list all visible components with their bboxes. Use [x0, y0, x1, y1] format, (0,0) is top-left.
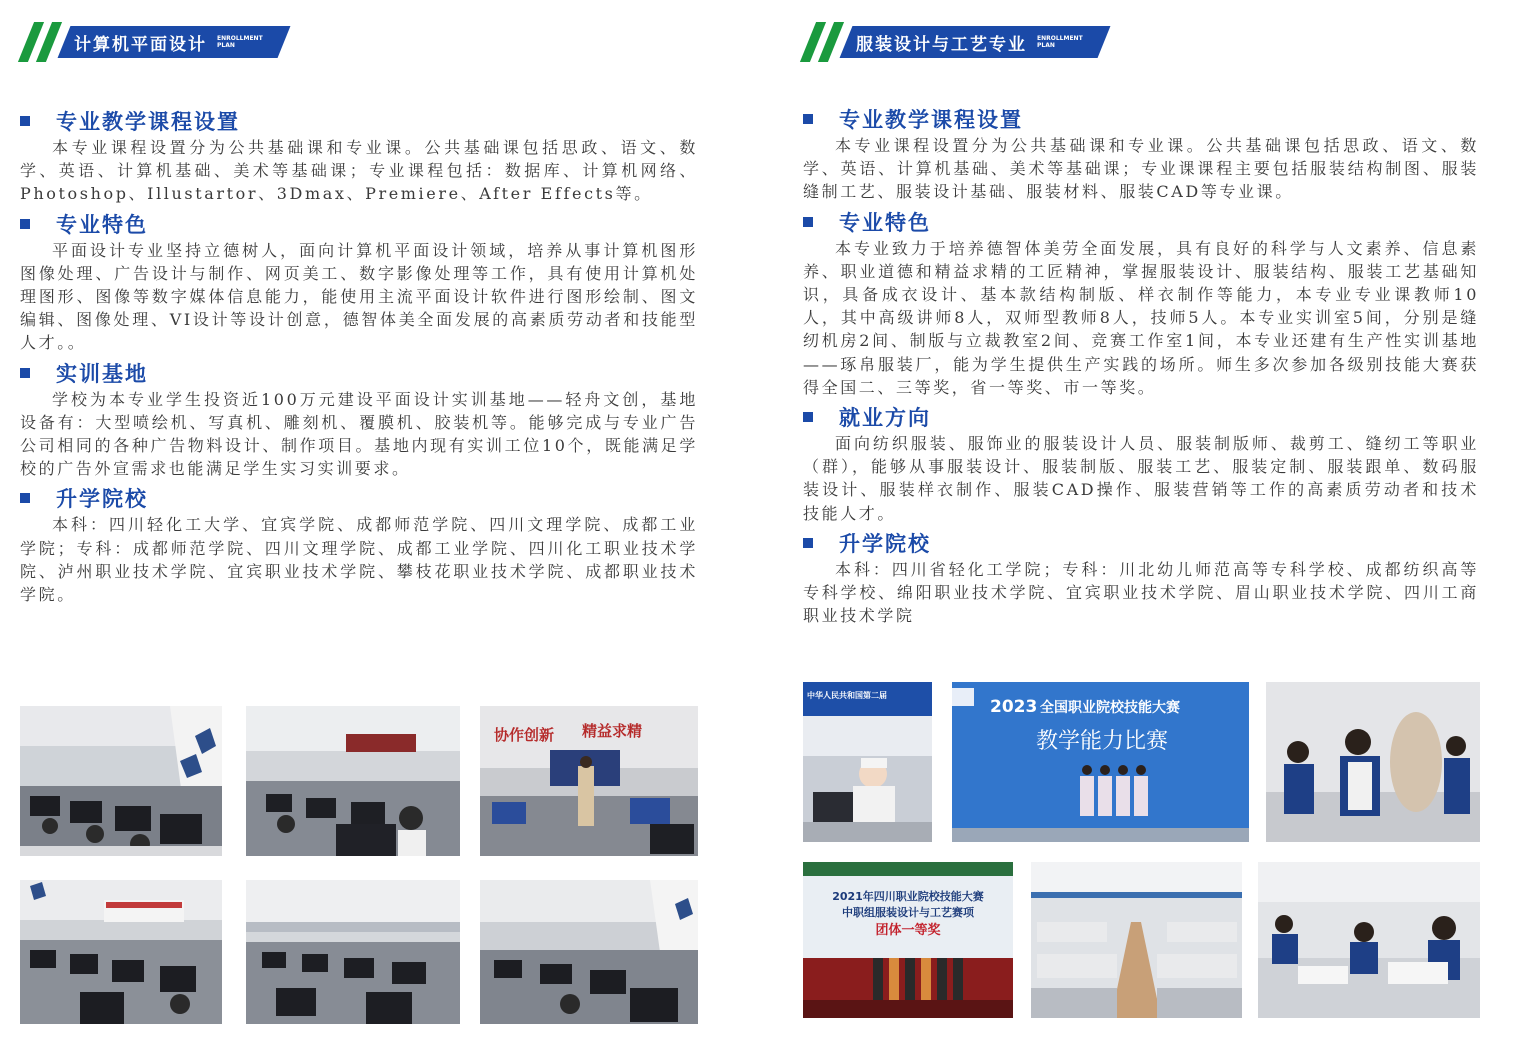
- right-text-column: [803, 104, 1479, 630]
- bullet-square-icon: [803, 538, 813, 548]
- section-body: 本专业课程设置分为公共基础课和专业课。公共基础课包括思政、语文、数学、英语、计算机基础、美术等基础课；专业课程包括：数据库、计算机网络、Photoshop、Illustartor、3Dmax、Premiere、After Effects等。: [20, 138, 698, 204]
- bullet-square-icon: [20, 219, 30, 229]
- bullet-square-icon: [803, 217, 813, 227]
- left-section-features: [20, 209, 698, 355]
- bullet-square-icon: [20, 116, 30, 126]
- right-banner-en: ENROLLMENT PLAN: [1037, 35, 1083, 49]
- left-banner-en: ENROLLMENT PLAN: [217, 35, 263, 49]
- right-section-courses: [803, 104, 1479, 204]
- photo-computer-lab-4: [20, 880, 222, 1024]
- right-section-colleges: [803, 528, 1479, 628]
- photo-contest-subtitle: 教学能力比赛: [1036, 729, 1169, 754]
- photo-competition-text: 中华人民共和国第二届: [807, 691, 887, 700]
- right-section-features: [803, 207, 1479, 399]
- photo-computer-lab-6: [480, 880, 698, 1024]
- section-heading: 升学院校: [56, 487, 148, 512]
- section-heading: 就业方向: [839, 406, 931, 431]
- section-body: 面向纺织服装、服饰业的服装设计人员、服装制版师、裁剪工、缝纫工等职业（群），能够从事服装设计、服装制版、服装工艺、服装定制、服装跟单、数码服装设计、服装样衣制作、服装CAD操作、服装营销等工作的高素质劳动者和技术技能人才。: [803, 434, 1479, 523]
- photo-award-line2: 中职组服装设计与工艺赛项: [842, 906, 974, 919]
- photo-banner-text-2: 精益求精: [582, 722, 643, 740]
- photo-award-line3: 团体一等奖: [875, 923, 941, 938]
- photo-award-ceremony: [803, 862, 1013, 1018]
- photo-teaching-ability-contest: [952, 682, 1249, 842]
- photo-contest-year: 2023: [990, 697, 1038, 717]
- left-banner-title: 计算机平面设计: [74, 34, 207, 55]
- photo-computer-lab-1: [20, 706, 222, 856]
- photo-competition-booth: [803, 682, 932, 842]
- bullet-square-icon: [803, 412, 813, 422]
- section-heading: 专业特色: [839, 210, 931, 235]
- photo-banner-text-1: 协作创新: [494, 726, 555, 744]
- left-section-training-base: [20, 358, 698, 481]
- right-section-employment: [803, 402, 1479, 525]
- section-heading: 专业教学课程设置: [56, 110, 240, 134]
- section-body: 平面设计专业坚持立德树人，面向计算机平面设计领域，培养从事计算机图形图像处理、广告设计与制作、网页美工、数字影像处理等工作，具有使用计算机处理图形、图像等数字媒体信息能力，能使用主流平面设计软件进行图形绘制、图文编辑、图像处理、VI设计等设计创意，德智体美全面发展的高素质劳动者和技能型人才。。: [20, 240, 698, 353]
- left-section-colleges: [20, 483, 698, 606]
- right-banner-title: 服装设计与工艺专业: [856, 34, 1027, 55]
- bullet-square-icon: [20, 493, 30, 503]
- left-section-courses: [20, 106, 698, 206]
- bullet-square-icon: [803, 114, 813, 124]
- section-heading: 实训基地: [56, 361, 148, 386]
- bullet-square-icon: [20, 368, 30, 378]
- photo-computer-lab-3: [480, 706, 698, 856]
- section-body: 学校为本专业学生投资近100万元建设平面设计实训基地——轻舟文创，基地设备有：大型喷绘机、写真机、雕刻机、覆膜机、胶装机等。能够完成与专业广告公司相同的各种广告物料设计、制作项目。基地内现有实训工位10个，既能满足学校的广告外宣需求也能满足学生实习实训要求。: [20, 389, 698, 479]
- photo-sewing-workshop: [1031, 862, 1242, 1018]
- photo-contest-title: 全国职业院校技能大赛: [1040, 700, 1180, 716]
- photo-computer-lab-2: [246, 706, 460, 856]
- section-body: 本专业课程设置分为公共基础课和专业课。公共基础课包括思政、语文、数学、英语、计算机基础、美术等基础课；专业课课程主要包括服装结构制图、服装缝制工艺、服装设计基础、服装材料、服装CAD等专业课。: [803, 136, 1479, 202]
- section-heading: 升学院校: [839, 531, 931, 556]
- section-body: 本科：四川省轻化工学院；专科：川北幼儿师范高等专科学校、成都纺织高等专科学校、绵阳职业技术学院、宜宾职业技术学院、眉山职业技术学院、四川工商职业技术学院: [803, 559, 1479, 626]
- photo-computer-lab-5: [246, 880, 460, 1024]
- section-heading: 专业教学课程设置: [839, 108, 1023, 132]
- photo-award-line1: 2021年四川职业院校技能大赛: [832, 890, 984, 903]
- photo-sewing-students: [1258, 862, 1480, 1018]
- photo-dress-form-class: [1266, 682, 1480, 842]
- section-body: 本专业致力于培养德智体美劳全面发展，具有良好的科学与人文素养、信息素养、职业道德和精益求精的工匠精神，掌握服装设计、服装结构、服装工艺基础知识，具备成衣设计、基本款结构制版、样衣制作等能力，本专业专业课教师10人，其中高级讲师8人，双师型教师8人，技师5人。本专业实训室5间，分别是缝纫机房2间、制版与立裁教室2间、竞赛工作室1间，本专业还建有生产性实训基地——琢帛服装厂，能为学生提供生产实践的场所。师生多次参加各级别技能大赛获得全国二、三等奖，省一等奖、市一等奖。: [803, 238, 1479, 397]
- left-text-column: [20, 106, 698, 609]
- section-heading: 专业特色: [56, 212, 148, 237]
- section-body: 本科：四川轻化工大学、宜宾学院、成都师范学院、四川文理学院、成都工业学院；专科：成都师范学院、四川文理学院、成都工业学院、四川化工职业技术学院、泸州职业技术学院、宜宾职业技术学院、攀枝花职业技术学院、成都职业技术学院。: [20, 515, 698, 605]
